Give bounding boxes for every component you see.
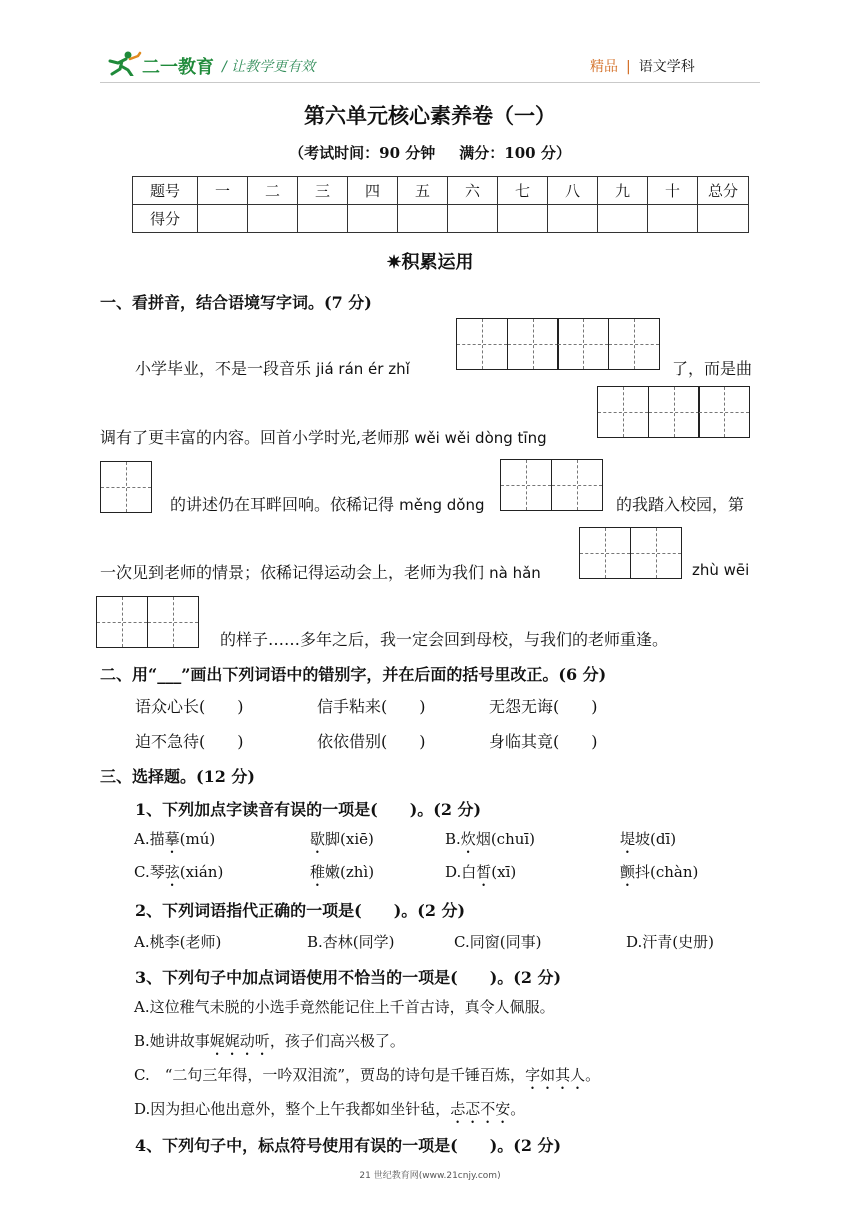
score-input-cell[interactable] bbox=[248, 205, 298, 233]
writing-grid-box[interactable] bbox=[147, 596, 199, 648]
writing-grid-box[interactable] bbox=[557, 318, 609, 370]
header-divider bbox=[100, 82, 760, 83]
q1-answer-boxes-3[interactable] bbox=[500, 459, 603, 511]
score-table-cell: 四 bbox=[348, 177, 398, 205]
writing-grid-box[interactable] bbox=[551, 459, 603, 511]
writing-grid-box[interactable] bbox=[579, 527, 631, 579]
score-table-cell: 题号 bbox=[133, 177, 198, 205]
q2-item: 依依借别( ) bbox=[317, 732, 426, 751]
q1-pinyin-3: měng dǒng bbox=[399, 496, 485, 514]
score-table-cell: 三 bbox=[298, 177, 348, 205]
page-title: 第六单元核心素养卷（一） bbox=[304, 103, 556, 128]
logo-runner-icon bbox=[104, 50, 142, 76]
option-text: 。 bbox=[510, 1100, 526, 1118]
q1-line3-suffix: 的我踏入校园，第 bbox=[616, 495, 745, 514]
q1-pinyin-4: nà hǎn bbox=[489, 564, 541, 582]
writing-grid-box[interactable] bbox=[96, 596, 148, 648]
score-input-cell[interactable] bbox=[448, 205, 498, 233]
score-table-header-row bbox=[133, 177, 749, 205]
dotted-char: 颤 bbox=[620, 863, 636, 881]
q3-2-option: D.汗青(史册) bbox=[626, 933, 714, 951]
q3-1-option-c2 bbox=[310, 861, 374, 890]
q2-item: 信手粘来( ) bbox=[317, 697, 426, 716]
q1-line2-text bbox=[100, 425, 547, 448]
q1-title: 一、看拼音，结合语境写字词。(7 分) bbox=[100, 293, 372, 312]
exam-time: （考试时间：90 分钟 bbox=[289, 144, 436, 162]
section-title: ✷积累运用 bbox=[386, 252, 474, 273]
q2-item: 语众心长( ) bbox=[135, 697, 244, 716]
q1-line1-prefix: 小学毕业，不是一段音乐 bbox=[135, 359, 312, 378]
score-table-cell: 六 bbox=[448, 177, 498, 205]
q3-4-title: 4、下列句子中，标点符号使用有误的一项是( )。(2 分) bbox=[135, 1136, 562, 1155]
q3-2-option: C.同窗(同事) bbox=[454, 933, 542, 951]
score-table-cell: 五 bbox=[398, 177, 448, 205]
option-text: (mú) bbox=[179, 830, 216, 848]
q1-line1-suffix: 了，而是曲 bbox=[672, 359, 753, 378]
page-footer: 21 世纪教育网(www.21cnjy.com) bbox=[359, 1171, 501, 1181]
q3-3-option-d bbox=[134, 1098, 525, 1127]
q3-1-option-b2 bbox=[620, 828, 676, 857]
q3-1-title: 1、下列加点字读音有误的一项是( )。(2 分) bbox=[135, 800, 482, 819]
q3-1-option-d2 bbox=[620, 861, 698, 890]
score-table-cell: 一 bbox=[198, 177, 248, 205]
q3-1-option-a bbox=[134, 828, 215, 857]
score-input-cell[interactable] bbox=[648, 205, 698, 233]
dotted-char: 炊 bbox=[460, 830, 476, 848]
q1-answer-boxes-4[interactable] bbox=[579, 527, 682, 579]
score-table-cell: 七 bbox=[498, 177, 548, 205]
q1-line3-prefix: 的讲述仍在耳畔回响。依稀记得 bbox=[170, 495, 395, 514]
q3-1-option-b bbox=[445, 828, 535, 857]
q3-3-option-b bbox=[134, 1030, 405, 1059]
score-table-cell: 十 bbox=[648, 177, 698, 205]
q1-line1-text bbox=[135, 356, 410, 379]
dotted-char: 堤 bbox=[620, 830, 636, 848]
score-input-cell[interactable] bbox=[698, 205, 749, 233]
subject-label: 语文学科 bbox=[638, 59, 695, 75]
score-table-cell: 八 bbox=[548, 177, 598, 205]
q3-2-title: 2、下列词语指代正确的一项是( )。(2 分) bbox=[135, 901, 466, 920]
q1-answer-boxes-5[interactable] bbox=[96, 596, 199, 648]
writing-grid-box[interactable] bbox=[630, 527, 682, 579]
writing-grid-box[interactable] bbox=[507, 318, 559, 370]
q1-line4-prefix: 一次见到老师的情景；依稀记得运动会上，老师为我们 bbox=[100, 563, 485, 582]
writing-grid-box[interactable] bbox=[597, 386, 649, 438]
score-input-cell[interactable] bbox=[298, 205, 348, 233]
q1-line5-text: 的样子……多年之后，我一定会回到母校，与我们的老师重逢。 bbox=[220, 630, 669, 649]
q1-line2-prefix: 调有了更丰富的内容。回首小学时光,老师那 bbox=[100, 428, 410, 447]
q3-1-option-a2 bbox=[310, 828, 374, 857]
option-text: 坡(dī) bbox=[635, 830, 677, 848]
option-text: D.白 bbox=[445, 863, 477, 881]
dotted-phrase: 忐忑不安 bbox=[450, 1100, 511, 1118]
q2-item: 身临其竟( ) bbox=[489, 732, 598, 751]
dotted-char: 歇 bbox=[310, 830, 326, 848]
exam-score: 满分：100 分） bbox=[459, 144, 571, 162]
option-text: 烟(chuī) bbox=[475, 830, 536, 848]
q2-item: 迫不急待( ) bbox=[135, 732, 244, 751]
writing-grid-box[interactable] bbox=[456, 318, 508, 370]
header-right bbox=[590, 56, 695, 76]
q1-pinyin-1: jiá rán ér zhǐ bbox=[316, 360, 410, 378]
score-table-score-row bbox=[133, 205, 749, 233]
q1-line3-text bbox=[170, 492, 484, 515]
quality-label: 精品 bbox=[590, 59, 618, 75]
dotted-char: 稚 bbox=[310, 863, 326, 881]
option-text: B. bbox=[445, 830, 461, 848]
writing-grid-box[interactable] bbox=[500, 459, 552, 511]
q3-title: 三、选择题。(12 分) bbox=[100, 767, 255, 786]
q3-3-option-c bbox=[134, 1064, 600, 1093]
option-text: 嫩(zhì) bbox=[325, 863, 375, 881]
dotted-char: 弦 bbox=[164, 863, 180, 881]
writing-grid-box[interactable] bbox=[608, 318, 660, 370]
dotted-phrase: 字如其人 bbox=[525, 1066, 586, 1084]
option-text: (xián) bbox=[179, 863, 224, 881]
dotted-char: 皙 bbox=[476, 863, 492, 881]
q3-2-option: B.杏林(同学) bbox=[307, 933, 395, 951]
score-row-label: 得分 bbox=[133, 205, 198, 233]
q1-pinyin-5: zhù wēi bbox=[692, 561, 750, 579]
option-text: 。 bbox=[585, 1066, 601, 1084]
q1-answer-boxes-2[interactable] bbox=[597, 386, 750, 438]
score-input-cell[interactable] bbox=[548, 205, 598, 233]
writing-grid-box[interactable] bbox=[698, 386, 750, 438]
writing-grid-box[interactable] bbox=[100, 461, 152, 513]
q3-2-option: A.桃李(老师) bbox=[134, 933, 222, 951]
option-text: 脚(xiē) bbox=[325, 830, 374, 848]
q2-title: 二、用“___”画出下列词语中的错别字，并在后面的括号里改正。(6 分) bbox=[100, 665, 607, 684]
exam-info bbox=[0, 142, 860, 163]
dotted-char: 摹 bbox=[164, 830, 180, 848]
slogan: / 让教学更有效 bbox=[222, 59, 316, 75]
score-table-cell: 二 bbox=[248, 177, 298, 205]
q1-line4-text bbox=[100, 560, 541, 583]
option-text: C.琴 bbox=[134, 863, 165, 881]
q3-1-option-d bbox=[445, 861, 516, 890]
score-input-cell[interactable] bbox=[598, 205, 648, 233]
score-input-cell[interactable] bbox=[198, 205, 248, 233]
option-text: 抖(chàn) bbox=[635, 863, 699, 881]
score-input-cell[interactable] bbox=[398, 205, 448, 233]
score-table-cell: 总分 bbox=[698, 177, 749, 205]
logo-text: 二一教育 bbox=[142, 57, 214, 78]
q3-3-option-a: A.这位稚气未脱的小选手竟然能记住上千首古诗，真令人佩服。 bbox=[134, 998, 555, 1016]
dotted-phrase: 娓娓动听 bbox=[209, 1032, 270, 1050]
option-text: ，孩子们高兴极了。 bbox=[269, 1032, 405, 1050]
option-text: A.描 bbox=[134, 830, 165, 848]
score-table-cell: 九 bbox=[598, 177, 648, 205]
q3-1-option-c bbox=[134, 861, 223, 890]
score-input-cell[interactable] bbox=[498, 205, 548, 233]
q1-answer-boxes-2b[interactable] bbox=[100, 461, 152, 513]
writing-grid-box[interactable] bbox=[648, 386, 700, 438]
option-text: D.因为担心他出意外，整个上午我都如坐针毡， bbox=[134, 1100, 451, 1118]
q3-3-title: 3、下列句子中加点词语使用不恰当的一项是( )。(2 分) bbox=[135, 968, 562, 987]
option-text: B.她讲故事 bbox=[134, 1032, 210, 1050]
score-input-cell[interactable] bbox=[348, 205, 398, 233]
q2-item: 无怨无诲( ) bbox=[489, 697, 598, 716]
option-text: (xī) bbox=[491, 863, 517, 881]
q1-answer-boxes-1[interactable] bbox=[456, 318, 660, 370]
score-table bbox=[132, 176, 749, 233]
option-text: C. “二句三年得，一吟双泪流”，贾岛的诗句是千锤百炼， bbox=[134, 1066, 526, 1084]
q1-pinyin-2: wěi wěi dòng tīng bbox=[414, 429, 547, 447]
header-separator: | bbox=[626, 59, 631, 75]
